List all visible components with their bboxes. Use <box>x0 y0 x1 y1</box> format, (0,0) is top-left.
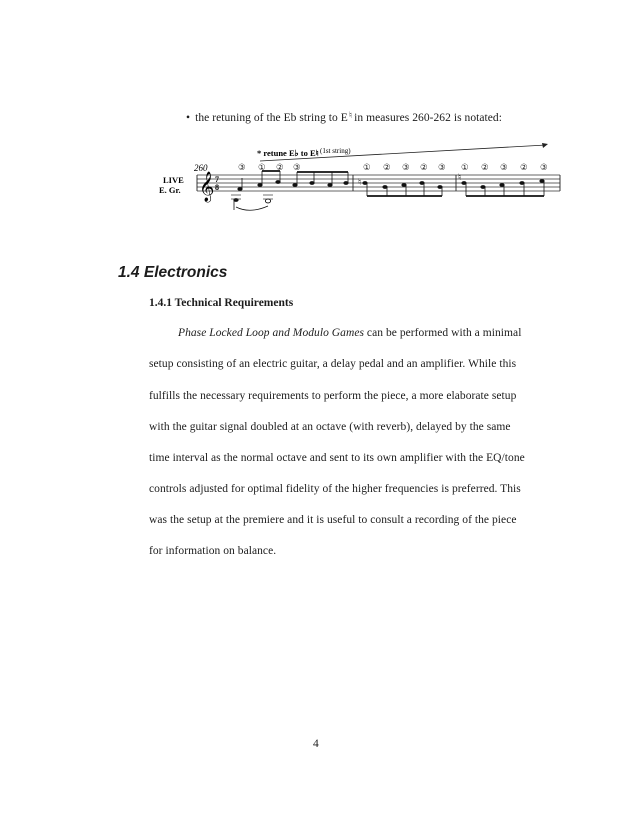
time-signature-bottom: 8 <box>215 183 219 192</box>
string-number: ① <box>258 163 266 173</box>
staff-lines <box>197 175 560 191</box>
instrument-label-live: LIVE <box>163 175 184 185</box>
time-signature-top: 7 <box>215 175 219 184</box>
string-number: ③ <box>500 163 508 173</box>
string-number: ③ <box>402 163 410 173</box>
retune-annotation: * retune E♭ to E♮ <box>257 148 319 158</box>
string-number: ② <box>481 163 489 173</box>
string-number: ③ <box>238 163 246 173</box>
string-number: ② <box>420 163 428 173</box>
string-number: ③ <box>293 163 301 173</box>
paragraph-line: for information on balance. <box>149 545 277 557</box>
paragraph-line-text: can be performed with a minimal <box>364 327 522 339</box>
paragraph-line <box>178 327 521 339</box>
section-heading: 1.4 Electronics <box>118 264 228 281</box>
string-number: ③ <box>540 163 548 173</box>
string-number: ② <box>520 163 528 173</box>
paragraph-line: setup consisting of an electric guitar, a delay pedal and an amplifier. While this <box>149 358 517 370</box>
string-number: ② <box>383 163 391 173</box>
bullet-marker: • <box>186 112 191 124</box>
retune-arrow-head <box>542 143 548 148</box>
page-number: 4 <box>313 738 319 750</box>
natural-sign: ♮ <box>348 110 353 120</box>
string-number: ① <box>461 163 469 173</box>
natural-accidental-glyph: ♮ <box>458 173 462 183</box>
intro-bullet-line <box>186 110 502 124</box>
string-number: ① <box>363 163 371 173</box>
retune-annotation-note: (1st string) <box>320 147 351 155</box>
instrument-label-guitar: E. Gr. <box>159 185 181 195</box>
note-stems <box>234 171 544 210</box>
paragraph-line: with the guitar signal doubled at an octave (with reverb), delayed by the same <box>149 421 511 433</box>
paragraph-line: time interval as the normal octave and sent to its own amplifier with the EQ/tone <box>149 452 525 464</box>
treble-clef-glyph: 𝄞 <box>199 172 215 202</box>
paragraph-line: fulfills the necessary requirements to perform the piece, a more elaborate setup <box>149 390 517 402</box>
music-score-excerpt <box>150 138 570 218</box>
slur-curve <box>236 206 268 210</box>
subsection-heading: 1.4.1 Technical Requirements <box>149 297 294 309</box>
string-number: ③ <box>438 163 446 173</box>
intro-text-before: the retuning of the Eb string to E <box>195 112 348 124</box>
measure-number: 260 <box>194 163 208 173</box>
piece-title: Phase Locked Loop and Modulo Games <box>178 327 364 339</box>
string-number: ② <box>276 163 284 173</box>
string-numbers <box>238 163 548 173</box>
paragraph-line: was the setup at the premiere and it is useful to consult a recording of the piece <box>149 514 517 526</box>
intro-text-after: in measures 260-262 is notated: <box>354 112 502 124</box>
natural-accidental-glyph: ♮ <box>358 178 362 188</box>
paragraph-line: controls adjusted for optimal fidelity of the higher frequencies is preferred. This <box>149 483 521 495</box>
